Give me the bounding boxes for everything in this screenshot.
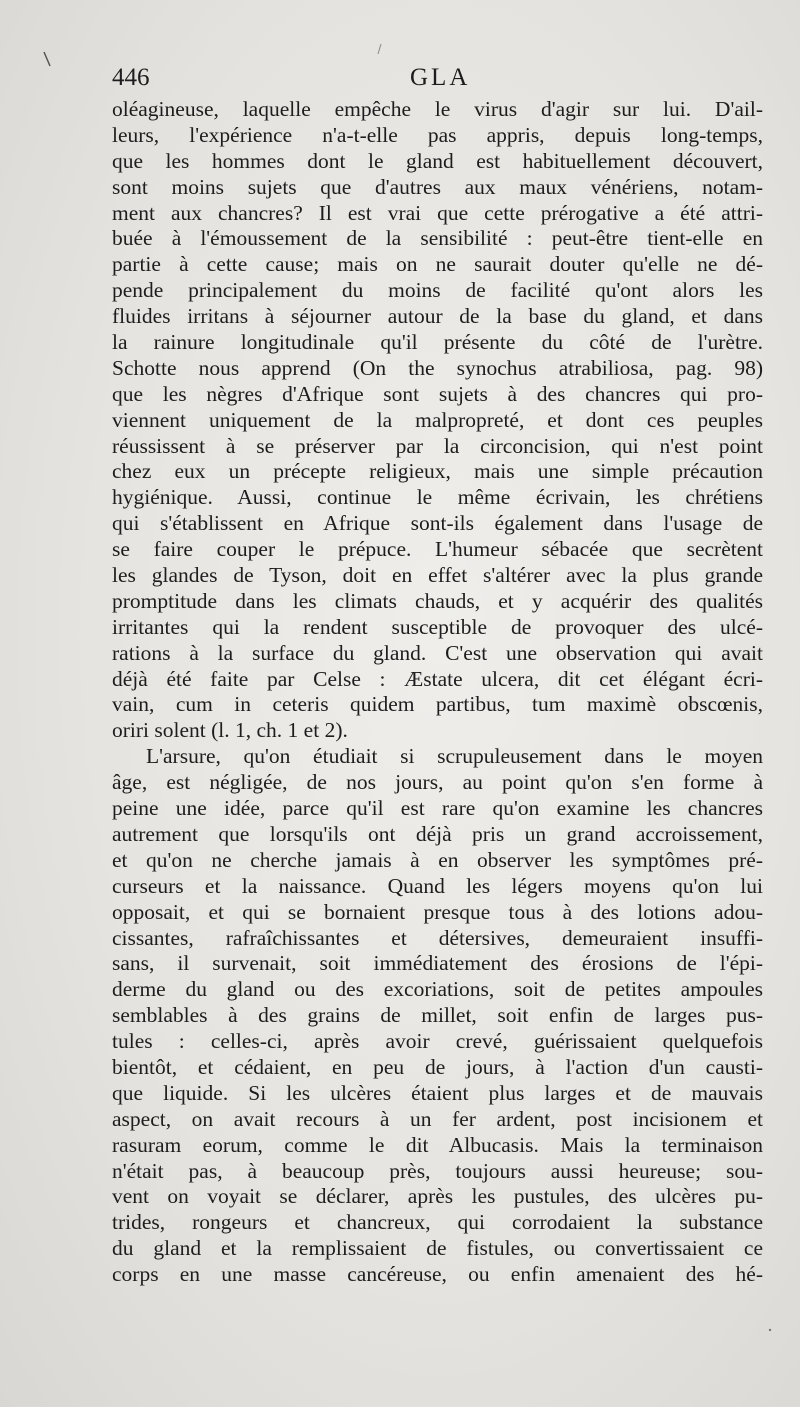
text-line: curseurs et la naissance. Quand les légers moyens qu'on lui	[112, 873, 763, 898]
text-line: réussissent à se préserver par la circoncision, qui n'est point	[112, 433, 763, 458]
page-header	[112, 64, 762, 94]
text-line: buée à l'émoussement de la sensibilité : peut-être tient-elle en	[112, 226, 763, 251]
text-line: rasuram eorum, comme le dit Albucasis. Mais la terminaison	[112, 1132, 763, 1157]
text-line: fluides irritans à séjourner autour de la base du gland, et dans	[112, 304, 763, 329]
text-line: ment aux chancres? Il est vrai que cette prérogative a été attri-	[112, 200, 763, 225]
running-head: GLA	[410, 64, 471, 91]
text-line: cissantes, rafraîchissantes et détersives, demeuraient insuffi-	[112, 925, 763, 950]
text-line: la rainure longitudinale qu'il présente du côté de l'urètre.	[112, 330, 763, 355]
text-line: semblables à des grains de millet, soit enfin de larges pus-	[112, 1003, 763, 1028]
text-line: derme du gland ou des excoriations, soit de petites ampoules	[112, 977, 763, 1002]
text-line: partie à cette cause; mais on ne saurait douter qu'elle ne dé-	[112, 252, 763, 277]
text-line: et qu'on ne cherche jamais à en observer les symptômes pré-	[112, 847, 763, 872]
text-line: bientôt, et cédaient, en peu de jours, à l'action d'un causti-	[112, 1054, 763, 1079]
text-line: que les nègres d'Afrique sont sujets à des chancres qui pro-	[112, 381, 763, 406]
text-line: viennent uniquement de la malpropreté, et dont ces peuples	[112, 407, 763, 432]
text-line: sont moins sujets que d'autres aux maux vénériens, notam-	[112, 174, 763, 199]
text-line: du gland et la remplissaient de fistules, ou convertissaient ce	[112, 1236, 763, 1261]
text-line: hygiénique. Aussi, continue le même écrivain, les chrétiens	[112, 485, 763, 510]
text-line: chez eux un précepte religieux, mais une simple précaution	[112, 459, 763, 484]
text-line: oriri solent (l. 1, ch. 1 et 2).	[112, 718, 348, 743]
text-line: irritantes qui la rendent susceptible de provoquer des ulcé-	[112, 614, 763, 639]
text-line: que liquide. Si les ulcères étaient plus larges et de mauvais	[112, 1080, 763, 1105]
text-line: leurs, l'expérience n'a-t-elle pas appris, depuis long-temps,	[112, 122, 763, 147]
text-line: vain, cum in ceteris quidem partibus, tum maximè obscœnis,	[112, 692, 763, 717]
text-line: promptitude dans les climats chauds, et y acquérir des qualités	[112, 588, 763, 613]
text-line: aspect, on avait recours à un fer ardent, post incisionem et	[112, 1106, 763, 1131]
text-line: autrement que lorsqu'ils ont déjà pris un grand accroissement,	[112, 821, 763, 846]
text-line: rations à la surface du gland. C'est une observation qui avait	[112, 640, 763, 665]
text-line: oléagineuse, laquelle empêche le virus d'agir sur lui. D'ail-	[112, 97, 763, 121]
text-line: âge, est négligée, de nos jours, au point qu'on s'en forme à	[112, 770, 763, 795]
text-line: sans, il survenait, soit immédiatement des érosions de l'épi-	[112, 951, 763, 976]
text-line: les glandes de Tyson, doit en effet s'altérer avec la plus grande	[112, 563, 763, 588]
body-text	[112, 97, 763, 1288]
text-line: tules : celles-ci, après avoir crevé, guérissaient quelquefois	[112, 1029, 763, 1054]
paragraph	[112, 744, 763, 1288]
text-line: L'arsure, qu'on étudiait si scrupuleusement dans le moyen	[146, 744, 763, 769]
text-line: déjà été faite par Celse : Æstate ulcera, dit cet élégant écri-	[112, 666, 763, 691]
text-line: se faire couper le prépuce. L'humeur sébacée que secrètent	[112, 537, 763, 562]
text-line: trides, rongeurs et chancreux, qui corrodaient la substance	[112, 1210, 763, 1235]
text-line: n'était pas, à beaucoup près, toujours aussi heureuse; sou-	[112, 1158, 763, 1183]
text-line: opposait, et qui se bornaient presque tous à des lotions adou-	[112, 899, 763, 924]
page-number: 446	[112, 64, 150, 91]
paragraph	[112, 97, 763, 744]
text-line: corps en une masse cancéreuse, ou enfin amenaient des hé-	[112, 1262, 763, 1287]
text-line: peine une idée, parce qu'il est rare qu'on examine les chancres	[112, 796, 763, 821]
text-line: qui s'établissent en Afrique sont-ils également dans l'usage de	[112, 511, 763, 536]
text-line: que les hommes dont le gland est habituellement découvert,	[112, 148, 763, 173]
text-line: pende principalement du moins de facilité qu'ont alors les	[112, 278, 763, 303]
text-line: vent on voyait se déclarer, après les pustules, des ulcères pu-	[112, 1184, 763, 1209]
text-line: Schotte nous apprend (On the synochus atrabiliosa, pag. 98)	[112, 355, 763, 380]
